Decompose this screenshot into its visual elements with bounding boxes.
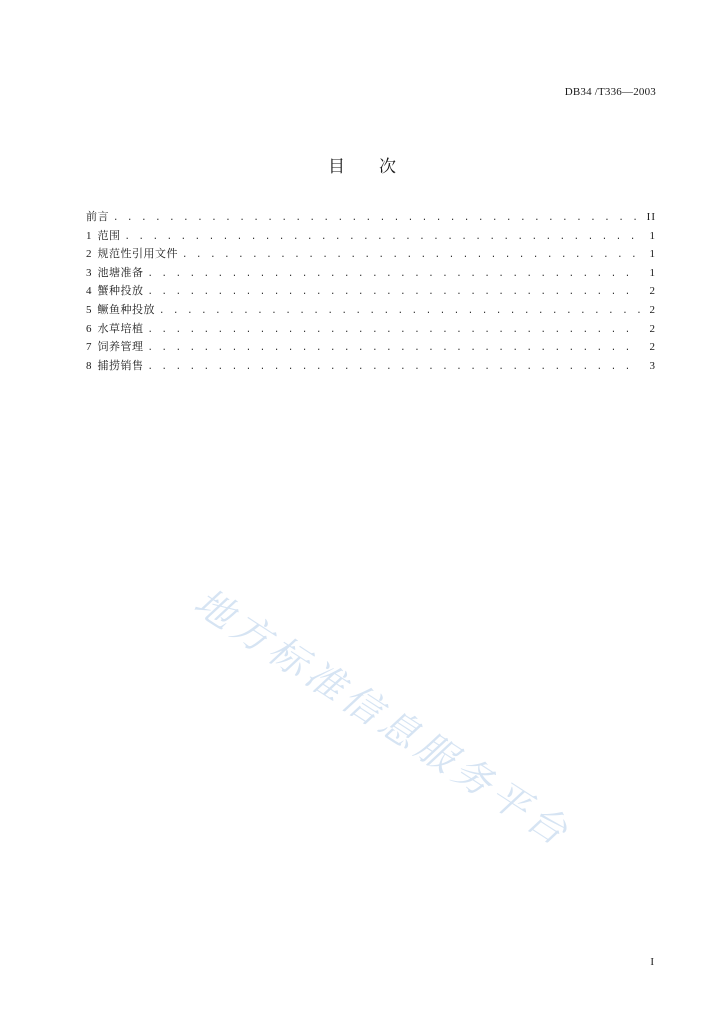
toc-entry-page: 2 [649, 322, 656, 335]
toc-entry-4[interactable] [86, 282, 656, 301]
toc-entry-8[interactable] [86, 357, 656, 376]
toc-leader [148, 269, 641, 279]
toc-entry-label: 池塘准备 [97, 265, 144, 279]
toc-entry-foreword[interactable] [86, 208, 656, 227]
toc-entry-label: 范围 [97, 228, 121, 242]
toc-entry-number: 8 [86, 359, 92, 372]
toc-entry-label: 鳜鱼种投放 [97, 302, 155, 316]
toc-entry-page: 1 [649, 266, 656, 279]
page-number: I [650, 956, 654, 968]
toc-entry-page: 2 [649, 285, 656, 298]
toc-entry-label: 饲养管理 [97, 340, 144, 354]
toc-entry-number: 6 [86, 322, 92, 335]
toc-entry-page: 2 [649, 303, 656, 316]
toc-entry-2[interactable] [86, 245, 656, 264]
toc-entry-number: 1 [86, 229, 92, 242]
toc-leader [148, 287, 641, 297]
toc-entry-page: II [646, 211, 656, 223]
toc-title-part2: 次 [379, 157, 396, 177]
toc-leader [159, 306, 640, 316]
toc-entry-3[interactable] [86, 264, 656, 283]
toc-entry-page: 3 [649, 359, 656, 372]
toc-entry-number: 2 [86, 248, 92, 261]
toc-entry-number: 4 [86, 285, 92, 298]
toc-entry-5[interactable] [86, 301, 656, 320]
toc-leader [148, 343, 641, 353]
toc-entry-1[interactable] [86, 227, 656, 246]
watermark: 地方标准信息服务平台 [186, 579, 580, 857]
toc-entry-label: 规范性引用文件 [97, 247, 178, 261]
toc-entry-label: 水草培植 [97, 321, 144, 335]
toc-entry-label: 蟹种投放 [97, 284, 144, 298]
toc-entry-page: 1 [649, 229, 656, 242]
toc-entry-number: 7 [86, 341, 92, 354]
toc-leader [125, 232, 641, 242]
toc-leader [148, 362, 641, 372]
toc-entry-label: 前言 [86, 210, 109, 223]
toc-entry-number: 5 [86, 303, 92, 316]
toc-leader [113, 213, 640, 223]
toc-entry-label: 捕捞销售 [97, 358, 144, 372]
toc-entry-7[interactable] [86, 338, 656, 357]
toc-entry-number: 3 [86, 266, 92, 279]
toc-entry-page: 1 [649, 248, 656, 261]
toc-leader [148, 325, 641, 335]
toc-title [0, 152, 724, 177]
table-of-contents [86, 208, 656, 375]
toc-title-part1: 目 [328, 157, 345, 177]
toc-entry-page: 2 [649, 341, 656, 354]
toc-leader [182, 250, 640, 260]
document-code: DB34 /T336—2003 [564, 86, 656, 98]
toc-entry-6[interactable] [86, 320, 656, 339]
